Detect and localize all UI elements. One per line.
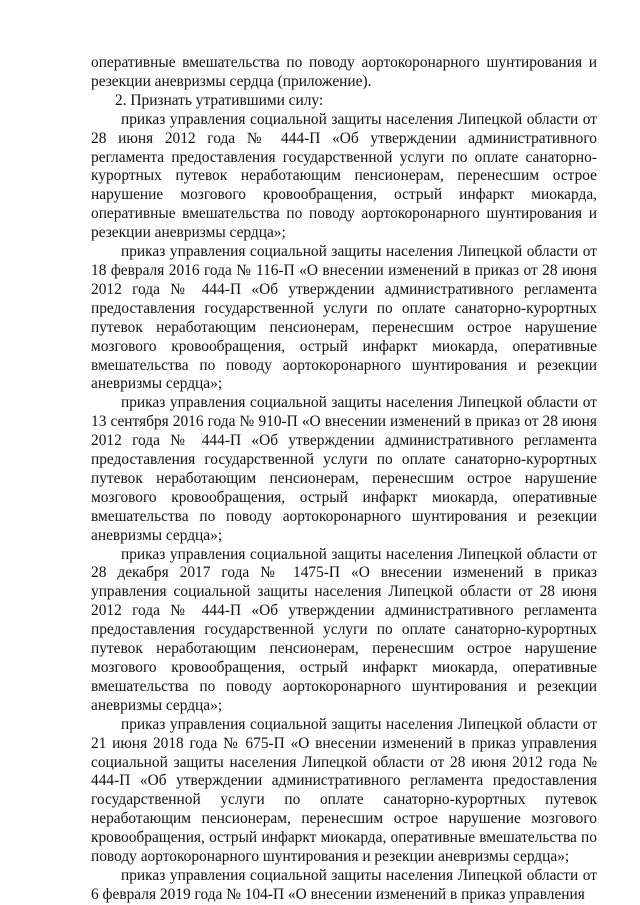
paragraph-order-2017: приказ управления социальной защиты населения Липецкой области от 28 декабря 2017 года № 1475-П «О внесении изменений в приказ управления социальной защиты населения Липецкой области от 28 июня 2012 года № 444-П «Об утверждении административного регламента предоставления государственной услуги по оплате санаторно-курортных путевок неработающим пенсионерам, перенесшим острое нарушение мозгового кровообращения, острый инфаркт миокарда, оперативные вмешательства по поводу аортокоронарного шунтирования и резекции аневризмы сердца»; [91,545,597,714]
paragraph-order-2018: приказ управления социальной защиты населения Липецкой области от 21 июня 2018 года № 675-П «О внесении изменений в приказ управления социальной защиты населения Липецкой области от 28 июня 2012 года № 444-П «Об утверждении административного регламента предоставления государственной услуги по оплате санаторно-курортных путевок неработающим пенсионерам, перенесшим острое нарушение мозгового кровообращения, острый инфаркт миокарда, оперативные вмешательства по поводу аортокоронарного шунтирования и резекции аневризмы сердца»; [91,715,597,866]
document-page [91,54,597,905]
paragraph-item-2: 2. Признать утратившими силу: [115,91,324,109]
paragraph-order-2016-february: приказ управления социальной защиты населения Липецкой области от 18 февраля 2016 года № 116-П «О внесении изменений в приказ от 28 июня 2012 года № 444-П «Об утверждении административного регламента предоставления государственной услуги по оплате санаторно-курортных путевок неработающим пенсионерам, перенесшим острое нарушение мозгового кровообращения, острый инфаркт миокарда, оперативные вмешательства по поводу аортокоронарного шунтирования и резекции аневризмы сердца»; [91,243,597,393]
paragraph-continuation: оперативные вмешательства по поводу аортокоронарного шунтирования и резекции аневризмы сердца (приложение). [91,54,597,90]
paragraph-order-2019: приказ управления социальной защиты населения Липецкой области от 6 февраля 2019 года № 104-П «О внесении изменений в приказ управления [91,866,597,903]
paragraph-order-2012: приказ управления социальной защиты населения Липецкой области от 28 июня 2012 года № 444-П «Об утверждении административного регламента предоставления государственной услуги по оплате санаторно-курортных путевок неработающим пенсионерам, перенесшим острое нарушение мозгового кровообращения, острый инфаркт миокарда, оперативные вмешательства по поводу аортокоронарного шунтирования и резекции аневризмы сердца»; [91,110,597,242]
paragraph-order-2016-september: приказ управления социальной защиты населения Липецкой области от 13 сентября 2016 года № 910-П «О внесении изменений в приказ от 28 июня 2012 года № 444-П «Об утверждении административного регламента предоставления государственной услуги по оплате санаторно-курортных путевок неработающим пенсионерам, перенесшим острое нарушение мозгового кровообращения, острый инфаркт миокарда, оперативные вмешательства по поводу аортокоронарного шунтирования и резекции аневризмы сердца»; [91,394,597,544]
